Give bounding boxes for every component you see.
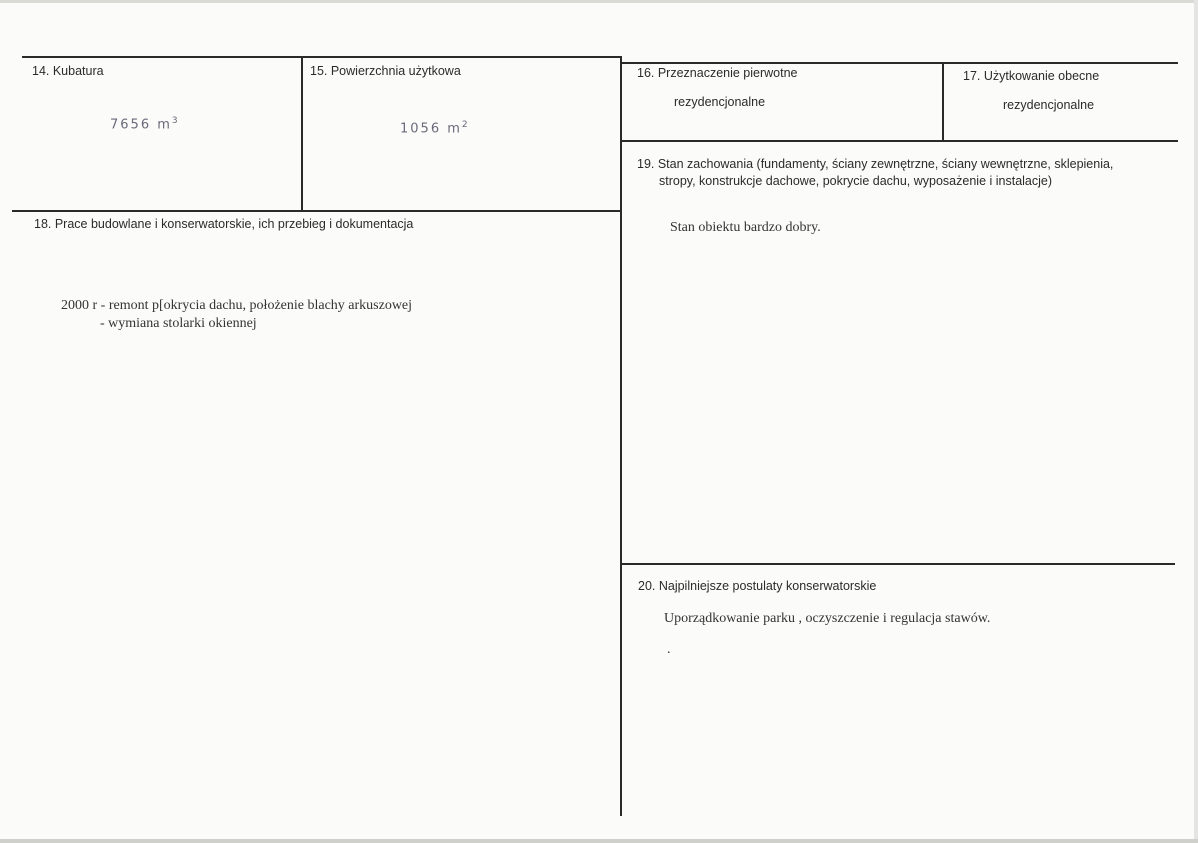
postulaty-dot: . <box>667 642 671 657</box>
rule-v-center <box>620 56 622 816</box>
stan-label-line2: stropy, konstrukcje dachowe, pokrycie dachu, wyposażenie i instalacje) <box>659 174 1053 188</box>
stan-label-line1: 19. Stan zachowania (fundamenty, ściany zewnętrzne, ściany wewnętrzne, sklepienia, <box>637 157 1114 171</box>
prace-line-2: - wymiana stolarki okiennej <box>100 316 257 331</box>
postulaty-value: Uporządkowanie parku , oczyszczenie i regulacja stawów. <box>664 611 991 626</box>
uzytkowanie-value: rezydencjonalne <box>1003 98 1095 112</box>
stan-value: Stan obiektu bardzo dobry. <box>670 220 821 235</box>
rule-v-16-17 <box>942 62 944 142</box>
powierzchnia-exponent: 2 <box>461 120 468 130</box>
kubatura-number: 7656 <box>110 117 152 133</box>
kubatura-unit: m <box>157 117 172 133</box>
kubatura-exponent: 3 <box>171 116 178 126</box>
uzytkowanie-label: 17. Użytkowanie obecne <box>963 69 1100 83</box>
postulaty-label: 20. Najpilniejsze postulaty konserwatorskie <box>638 579 877 593</box>
rule-top-left <box>22 56 622 58</box>
rule-top-right <box>622 62 1178 64</box>
rule-v-14-15 <box>301 56 303 210</box>
prace-line-1: 2000 r - remont p[okrycia dachu, położenie blachy arkuszowej <box>61 298 413 313</box>
kubatura-value <box>110 116 178 132</box>
przeznaczenie-label: 16. Przeznaczenie pierwotne <box>637 66 798 80</box>
scan-edge-top <box>0 0 1198 3</box>
rule-h-under-16-17 <box>622 140 1178 142</box>
rule-h-above-20 <box>622 563 1175 565</box>
scan-edge-right <box>1194 0 1198 843</box>
powierzchnia-label: 15. Powierzchnia użytkowa <box>310 64 461 78</box>
powierzchnia-value <box>400 120 468 136</box>
rule-h-under-14-15 <box>12 210 622 212</box>
scan-edge-bottom <box>0 839 1198 843</box>
kubatura-label: 14. Kubatura <box>32 64 104 78</box>
przeznaczenie-value: rezydencjonalne <box>674 95 766 109</box>
powierzchnia-unit: m <box>447 121 462 137</box>
prace-label: 18. Prace budowlane i konserwatorskie, ich przebieg i dokumentacja <box>34 217 414 231</box>
powierzchnia-number: 1056 <box>400 121 442 137</box>
